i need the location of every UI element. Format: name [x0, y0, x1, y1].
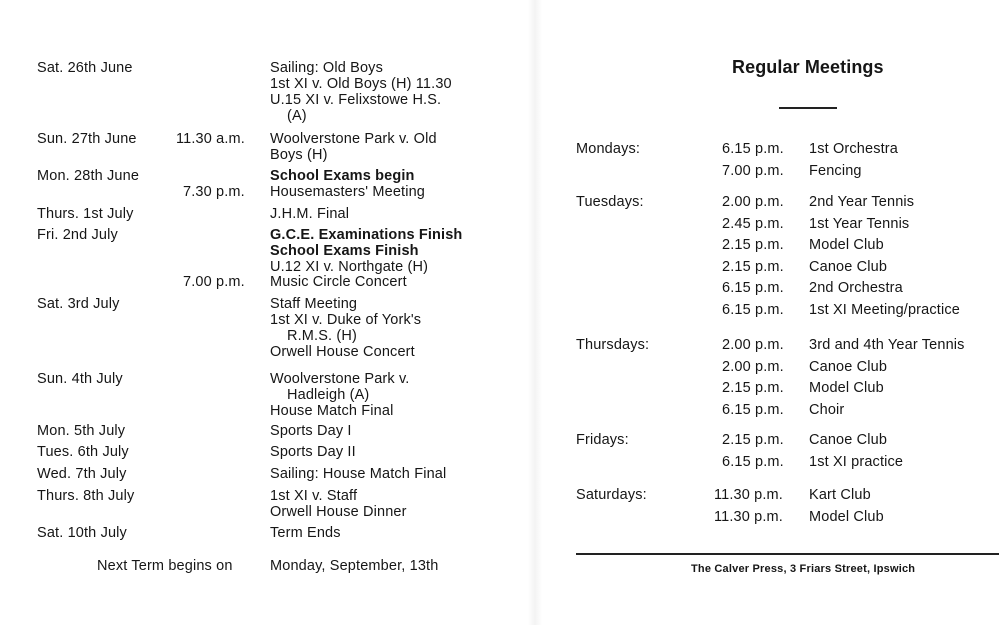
meeting-time: 2.45 p.m. — [722, 215, 784, 232]
calendar-event: Sports Day I — [270, 423, 352, 439]
calendar-event: G.C.E. Examinations Finish — [270, 227, 463, 243]
meeting-activity: Model Club — [809, 380, 884, 397]
meeting-day: Tuesdays: — [576, 194, 644, 210]
meeting-activity: Canoe Club — [809, 358, 888, 375]
calendar-date: Fri. 2nd July — [37, 227, 118, 243]
calendar-date: Wed. 7th July — [37, 466, 127, 482]
calendar-event: Sailing: Old Boys — [270, 60, 383, 76]
calendar-event: House Match Final — [270, 403, 394, 419]
meeting-activity: Choir — [809, 401, 845, 418]
calendar-event: Hadleigh (A) — [287, 387, 370, 403]
meeting-time: 7.00 p.m. — [722, 162, 784, 179]
calendar-event: Sailing: House Match Final — [270, 466, 447, 482]
calendar-date: Sat. 10th July — [37, 525, 127, 541]
calendar-event: Term Ends — [270, 525, 341, 541]
calendar-event: Woolverstone Park v. Old — [270, 131, 437, 147]
calendar-time: 7.30 p.m. — [183, 184, 245, 200]
footer-rule — [576, 553, 999, 555]
meeting-day: Thursdays: — [576, 337, 650, 353]
calendar-event: U.15 XI v. Felixstowe H.S. — [270, 92, 442, 108]
meeting-day: Mondays: — [576, 141, 641, 157]
calendar-event: School Exams begin — [270, 168, 415, 184]
calendar-date: Sat. 3rd July — [37, 296, 120, 312]
calendar-event: Orwell House Dinner — [270, 504, 407, 520]
calendar-date: Sat. 26th June — [37, 60, 133, 76]
calendar-event: School Exams Finish — [270, 243, 419, 259]
meeting-time: 2.15 p.m. — [722, 380, 784, 397]
calendar-time: 11.30 a.m. — [176, 131, 245, 147]
meeting-time: 2.15 p.m. — [722, 258, 784, 275]
meeting-time: 2.15 p.m. — [722, 432, 784, 448]
meeting-time: 6.15 p.m. — [722, 453, 784, 470]
calendar-event: (A) — [287, 108, 307, 124]
regular-meetings-title: Regular Meetings — [732, 57, 884, 77]
calendar-date: Mon. 28th June — [37, 168, 140, 184]
calendar-event: Staff Meeting — [270, 296, 358, 312]
calendar-date: Sun. 27th June — [37, 131, 137, 147]
meeting-time: 6.15 p.m. — [722, 280, 784, 297]
meeting-activity: Canoe Club — [809, 432, 888, 448]
meeting-day: Saturdays: — [576, 487, 647, 503]
calendar-event: Woolverstone Park v. — [270, 371, 410, 387]
calendar-event: Orwell House Concert — [270, 344, 415, 360]
meeting-day: Fridays: — [576, 432, 629, 448]
calendar-event: 1st XI v. Staff — [270, 488, 358, 504]
calendar-event: Music Circle Concert — [270, 274, 407, 290]
meeting-activity: 2nd Orchestra — [809, 280, 903, 297]
calendar-date: Sun. 4th July — [37, 371, 123, 387]
calendar-event: 1st XI v. Duke of York's — [270, 312, 422, 328]
title-rule — [779, 107, 837, 109]
regular-meetings-page — [540, 0, 999, 625]
meeting-activity: Model Club — [809, 237, 884, 254]
calendar-event: Sports Day II — [270, 444, 356, 460]
calendar-event: U.12 XI v. Northgate (H) — [270, 259, 429, 275]
next-term-date: Monday, September, 13th — [270, 558, 439, 574]
printer-imprint: The Calver Press, 3 Friars Street, Ipswich — [691, 563, 916, 575]
meeting-time: 6.15 p.m. — [722, 401, 784, 418]
meeting-activity: 1st XI Meeting/practice — [809, 302, 960, 318]
meeting-time: 11.30 p.m. — [714, 508, 783, 525]
meeting-activity: 3rd and 4th Year Tennis — [809, 337, 965, 353]
calendar-date: Thurs. 8th July — [37, 488, 135, 504]
next-term-label: Next Term begins on — [97, 558, 233, 574]
meeting-time: 11.30 p.m. — [714, 487, 783, 503]
meeting-activity: Model Club — [809, 508, 884, 525]
meeting-time: 6.15 p.m. — [722, 141, 784, 157]
calendar-event: J.H.M. Final — [270, 206, 350, 222]
calendar-event: Housemasters' Meeting — [270, 184, 426, 200]
calendar-date: Tues. 6th July — [37, 444, 129, 460]
meeting-time: 6.15 p.m. — [722, 302, 784, 318]
calendar-event: R.M.S. (H) — [287, 328, 357, 344]
meeting-activity: 1st Year Tennis — [809, 215, 910, 232]
calendar-date: Mon. 5th July — [37, 423, 126, 439]
meeting-activity: 1st Orchestra — [809, 141, 898, 157]
meeting-time: 2.15 p.m. — [722, 237, 784, 254]
meeting-activity: Fencing — [809, 162, 862, 179]
calendar-event: 1st XI v. Old Boys (H) 11.30 — [270, 76, 452, 92]
meeting-activity: Kart Club — [809, 487, 871, 503]
meeting-time: 2.00 p.m. — [722, 358, 784, 375]
meeting-activity: Canoe Club — [809, 258, 888, 275]
meeting-activity: 2nd Year Tennis — [809, 194, 915, 210]
calendar-time: 7.00 p.m. — [183, 274, 245, 290]
meeting-time: 2.00 p.m. — [722, 194, 784, 210]
calendar-date: Thurs. 1st July — [37, 206, 134, 222]
meeting-activity: 1st XI practice — [809, 453, 904, 470]
meeting-time: 2.00 p.m. — [722, 337, 784, 353]
calendar-event: Boys (H) — [270, 147, 328, 163]
